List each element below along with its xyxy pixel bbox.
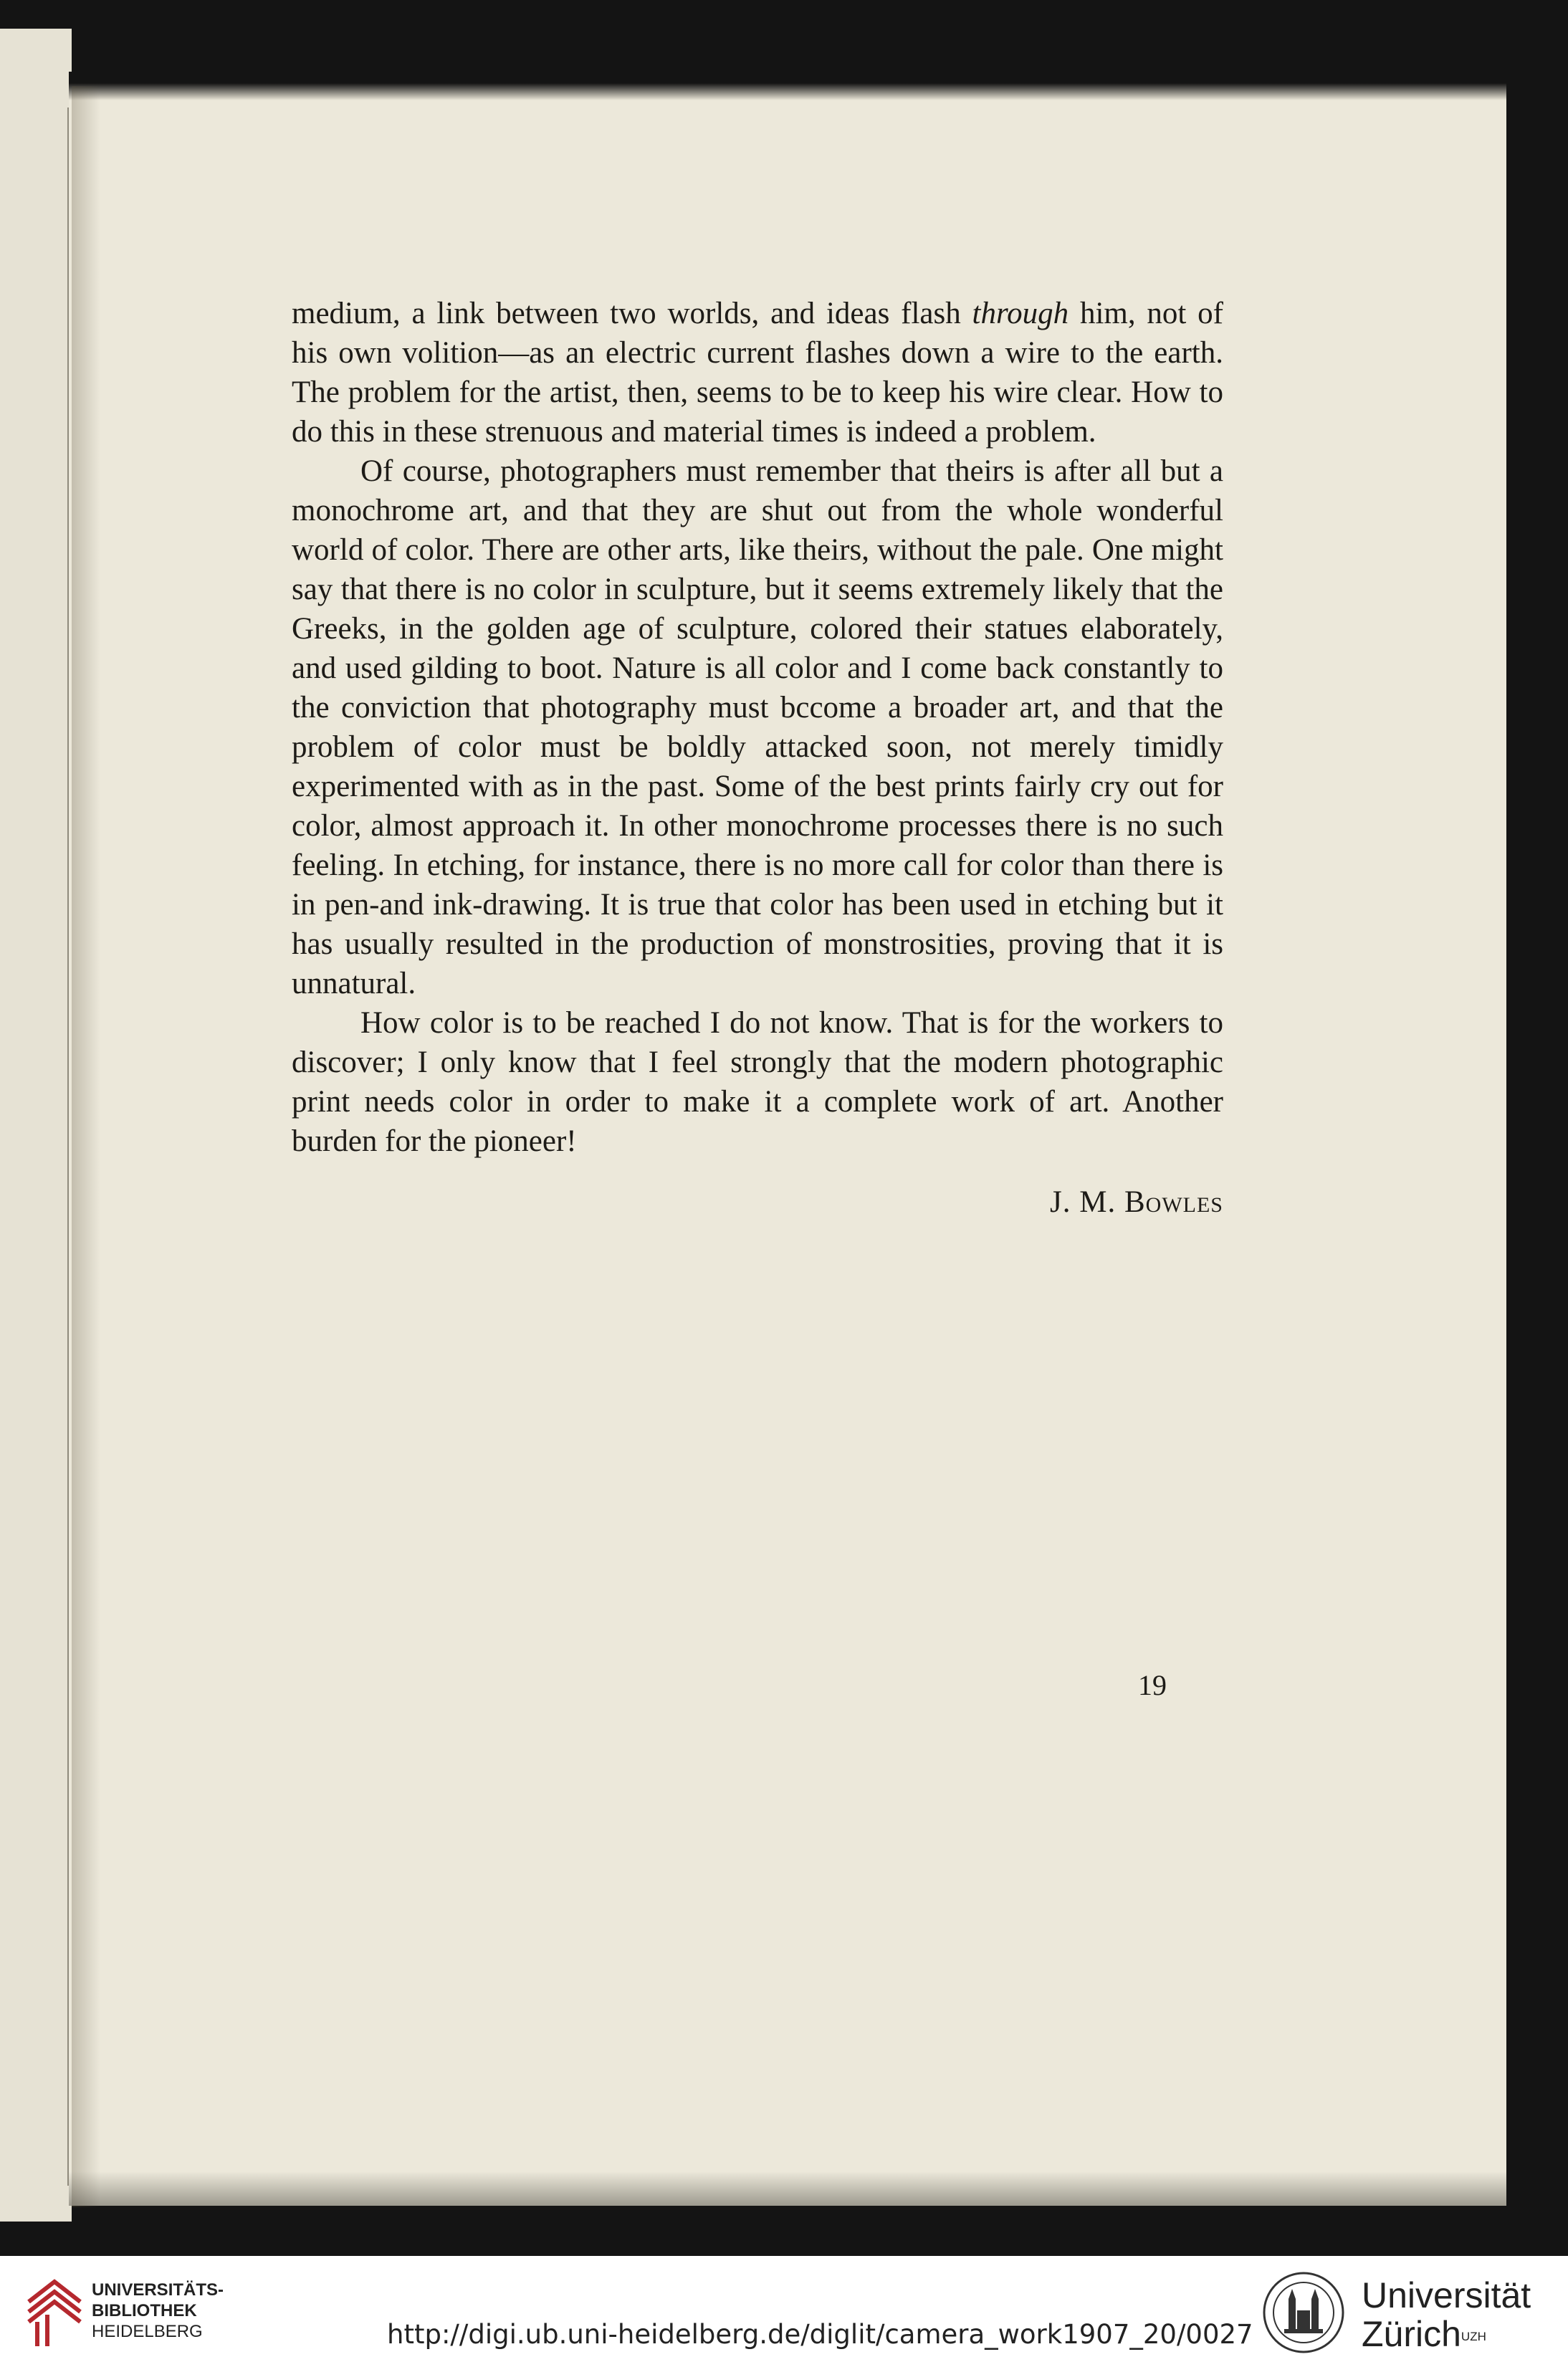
page-bottom-edge [69, 2171, 1506, 2206]
page-number: 19 [1138, 1669, 1167, 1701]
paragraph-1 [292, 294, 1223, 451]
library-name-line1: UNIVERSITÄTS- [92, 2280, 224, 2300]
uzh-name-line1: Universität [1362, 2275, 1531, 2315]
paragraph-1-end: him, not of his own volition—as an electric current flashes down a wire to the earth. The problem for the artist, then, seems to be to keep his wire clear. How to do this in these strenuous and material times is indeed a problem. [292, 297, 1223, 449]
paragraph-2: Of course, photographers must remember that theirs is after all but a monochrome art, and that they are shut out from the whole wonderful world of color. There are other arts, like theirs, without the pale. One might say that there is no color in sculpture, but it seems extremely likely that the Greeks, in the golden age of sculpture, colored their statues elaborately, and used gilding to boot. Nature is all color and I come back constantly to the conviction that photography must bccome a broader art, and that the problem of color must be boldly attacked soon, not merely timidly experimented with as in the past. Some of the best prints fairly cry out for color, almost approach it. In other monochrome processes there is no such feeling. In etching, for instance, there is no more call for color than there is in pen-and ink-drawing. It is true that color has been used in etching but it has usually resulted in the production of monstrosities, proving that it is unnatural. [292, 454, 1223, 1000]
uzh-name [1362, 2276, 1531, 2353]
library-name-line2: BIBLIOTHEK [92, 2301, 197, 2320]
left-page-edge [0, 29, 72, 2222]
paragraph-3: How color is to be reached I do not know. That is for the workers to discover; I only know that I feel strongly that the modern photographic print needs color in order to make it a complete work of art. Another burden for the pioneer! [292, 1006, 1223, 1158]
uzh-name-line2 [1362, 2315, 1531, 2353]
author-signature: J. M. Bowles [1050, 1185, 1223, 1219]
page-top-deckle-edge [69, 72, 1506, 100]
paragraph-1-start: medium, a link between two worlds, and ideas flash [292, 297, 961, 330]
italic-word: through [972, 297, 1069, 330]
library-name [92, 2280, 224, 2342]
spine-shadow [72, 86, 100, 2207]
uzh-seal-icon [1261, 2270, 1346, 2355]
library-name-line3: HEIDELBERG [92, 2322, 203, 2341]
uzh-superscript: UZH [1461, 2330, 1486, 2343]
source-url-link[interactable]: http://digi.ub.uni-heidelberg.de/diglit/camera_work1907_20/0027 [387, 2319, 1253, 2350]
uzh-name-zurich: Zürich [1362, 2314, 1461, 2354]
article-text [292, 294, 1223, 1222]
footer-bar [0, 2256, 1568, 2367]
ub-heidelberg-logo-icon [21, 2275, 86, 2349]
